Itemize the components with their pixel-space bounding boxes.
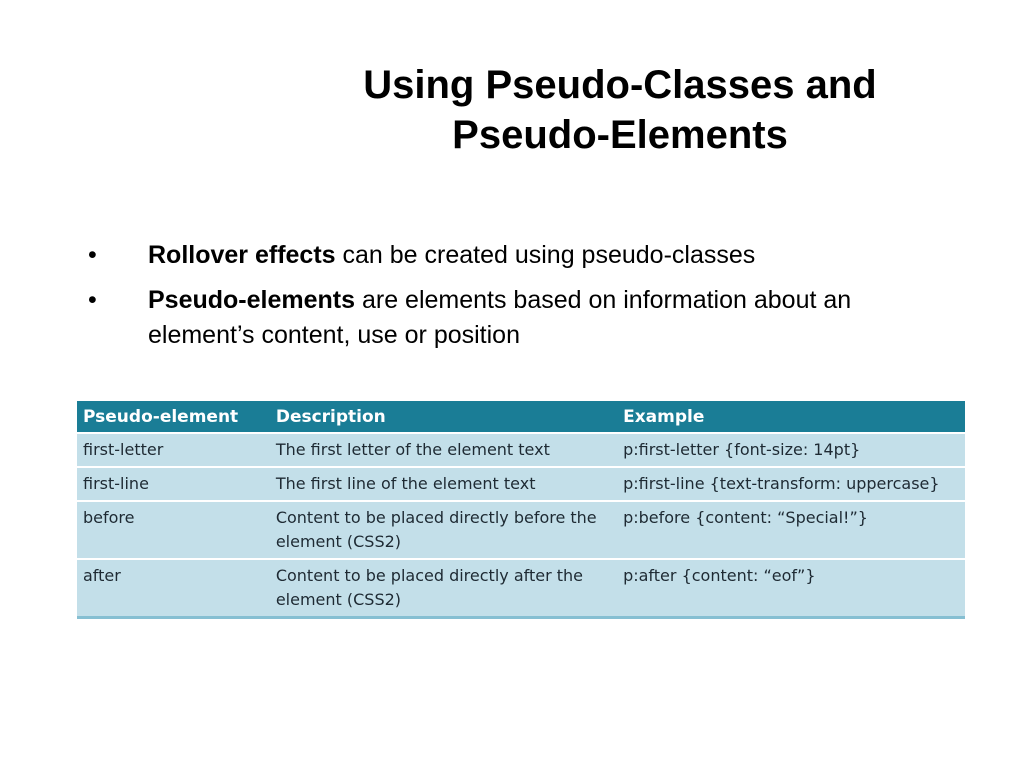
cell-example: p:after {content: “eof”}: [617, 559, 965, 618]
header-pseudo-element: Pseudo-element: [77, 401, 270, 433]
table-row: [77, 467, 965, 501]
bullet-item-rollover: [88, 238, 948, 273]
cell-description: The first line of the element text: [270, 467, 617, 501]
cell-pseudo-element: first-line: [77, 467, 270, 501]
cell-example: p:before {content: “Special!”}: [617, 501, 965, 559]
bullet-marker: •: [88, 241, 97, 269]
table-row: [77, 501, 965, 559]
pseudo-element-table: [77, 401, 965, 619]
cell-example: p:first-letter {font-size: 14pt}: [617, 433, 965, 467]
cell-description: The first letter of the element text: [270, 433, 617, 467]
table-row: [77, 433, 965, 467]
slide-title-line-2: Pseudo-Elements: [452, 113, 788, 157]
bullet-marker: •: [88, 286, 97, 314]
table-row: [77, 559, 965, 618]
cell-description: Content to be placed directly before the element (CSS2): [270, 501, 617, 559]
bullet-bold-term: Pseudo-elements: [148, 286, 356, 314]
slide-title: [300, 60, 940, 160]
bullet-text: can be created using pseudo-classes: [335, 241, 756, 269]
slide-title-line-1: Using Pseudo-Classes and: [363, 63, 877, 107]
bullet-item-pseudo-elements: [88, 283, 948, 353]
header-description: Description: [270, 401, 617, 433]
cell-pseudo-element: after: [77, 559, 270, 618]
table-header-row: [77, 401, 965, 433]
header-example: Example: [617, 401, 965, 433]
cell-description: Content to be placed directly after the element (CSS2): [270, 559, 617, 618]
cell-example: p:first-line {text-transform: uppercase}: [617, 467, 965, 501]
cell-pseudo-element: first-letter: [77, 433, 270, 467]
cell-pseudo-element: before: [77, 501, 270, 559]
bullet-bold-term: Rollover effects: [148, 241, 336, 269]
bullet-list: [88, 238, 948, 363]
bullet-text: are elements based on information about an element’s content, use or position: [148, 286, 852, 349]
